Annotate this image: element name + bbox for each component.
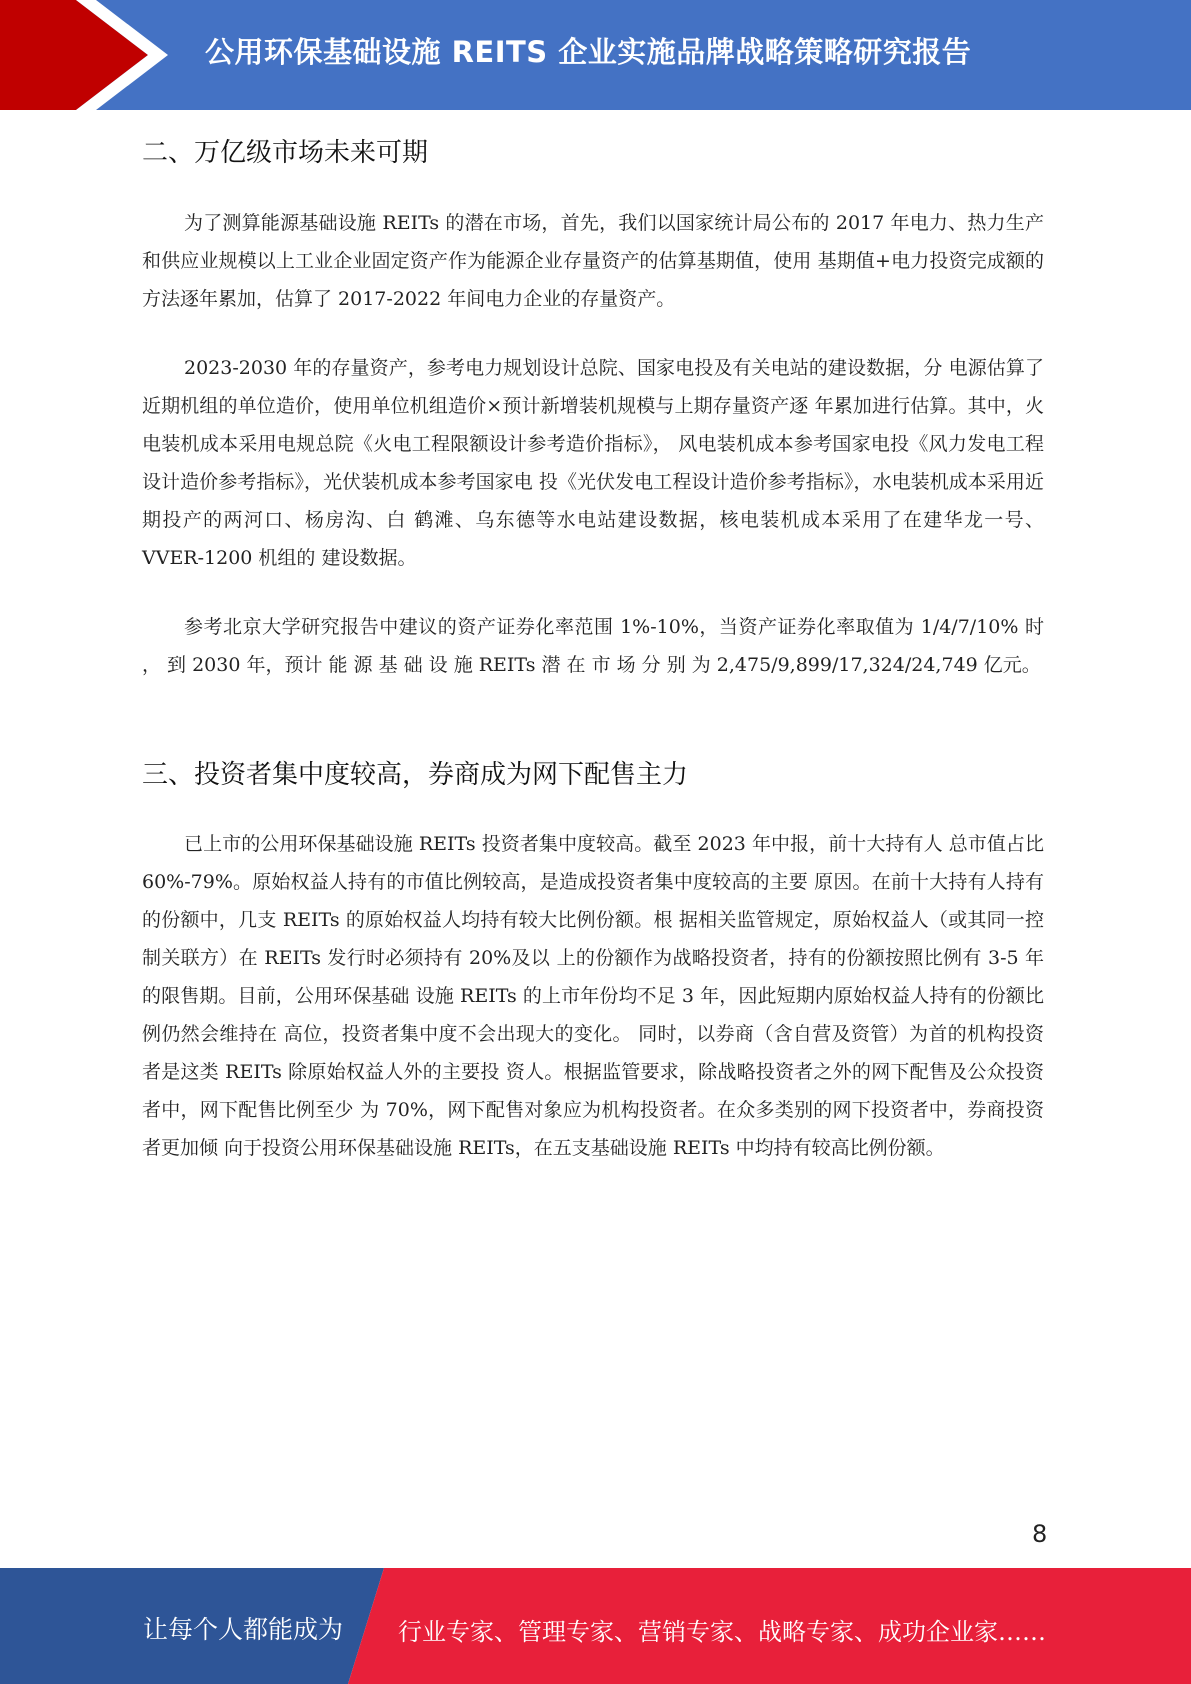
page-header (0, 0, 1191, 110)
report-title: 公用环保基础设施 REITS 企业实施品牌战略策略研究报告 (205, 35, 972, 69)
section-heading-investors: 三、投资者集中度较高，券商成为网下配售主力 (142, 760, 689, 790)
paragraph-market-1: 为了测算能源基础设施 REITs 的潜在市场，首先，我们以国家统计局公布的 2017 年电力、热力生产和供应业规模以上工业企业固定资产作为能源企业存量资产的估算基期值，使用 基期值+电力投资完成额的方法逐年累加，估算了 2017-2022 年间电力企业的存量资产。 (142, 212, 1044, 310)
header-arrow-decoration (0, 0, 200, 110)
paragraph-investors-1: 已上市的公用环保基础设施 REITs 投资者集中度较高。截至 2023 年中报，前十大持有人 总市值占比 60%-79%。原始权益人持有的市值比例较高，是造成投资者集中度较高的主要 原因。在前十大持有人持有的份额中，几支 REITs 的原始权益人均持有较大比例份额。根 据相关监管规定，原始权益人（或其同一控制关联方）在 REITs 发行时必须持有 20%及以 上的份额作为战略投资者，持有的份额按照比例有 3-5 年的限售期。目前，公用环保基础 设施 REITs 的上市年份均不足 3 年，因此短期内原始权益人持有的份额比例仍然会维持在 高位，投资者集中度不会出现大的变化。 同时，以券商（含自营及资管）为首的机构投资者是这类 REITs 除原始权益人外的主要投 资人。根据监管要求，除战略投资者之外的网下配售及公众投资者中，网下配售比例至少 为 70%，网下配售对象应为机构投资者。在众多类别的网下投资者中，券商投资者更加倾 向于投资公用环保基础设施 REITs，在五支基础设施 REITs 中均持有较高比例份额。 (142, 833, 1044, 1159)
page-footer (0, 1568, 1191, 1684)
paragraph-market-2: 2023-2030 年的存量资产，参考电力规划设计总院、国家电投及有关电站的建设数据，分 电源估算了近期机组的单位造价，使用单位机组造价×预计新增装机规模与上期存量资产逐 年累加进行估算。其中，火电装机成本采用电规总院《火电工程限额设计参考造价指标》， 风电装机成本参考国家电投《风力发电工程设计造价参考指标》，光伏装机成本参考国家电 投《光伏发电工程设计造价参考指标》，水电装机成本采用近期投产的两河口、杨房沟、白 鹤滩、乌东德等水电站建设数据，核电装机成本采用了在建华龙一号、VVER-1200 机组的 建设数据。 (142, 357, 1044, 569)
footer-slogan-left: 让每个人都能成为 (143, 1615, 344, 1644)
footer-slogan-right: 行业专家、管理专家、营销专家、战略专家、成功企业家…… (398, 1618, 1046, 1646)
page-number: 8 (1032, 1520, 1048, 1548)
section-heading-market: 二、万亿级市场未来可期 (142, 138, 429, 168)
paragraph-market-3: 参考北京大学研究报告中建议的资产证券化率范围 1%-10%，当资产证券化率取值为 1/4/7/10% 时 ， 到 2030 年，预计 能 源 基 础 设 施 REITs 潜 在 市 场 分 别 为 2,475/9,899/17,324/24,749 亿元。 (142, 616, 1044, 676)
